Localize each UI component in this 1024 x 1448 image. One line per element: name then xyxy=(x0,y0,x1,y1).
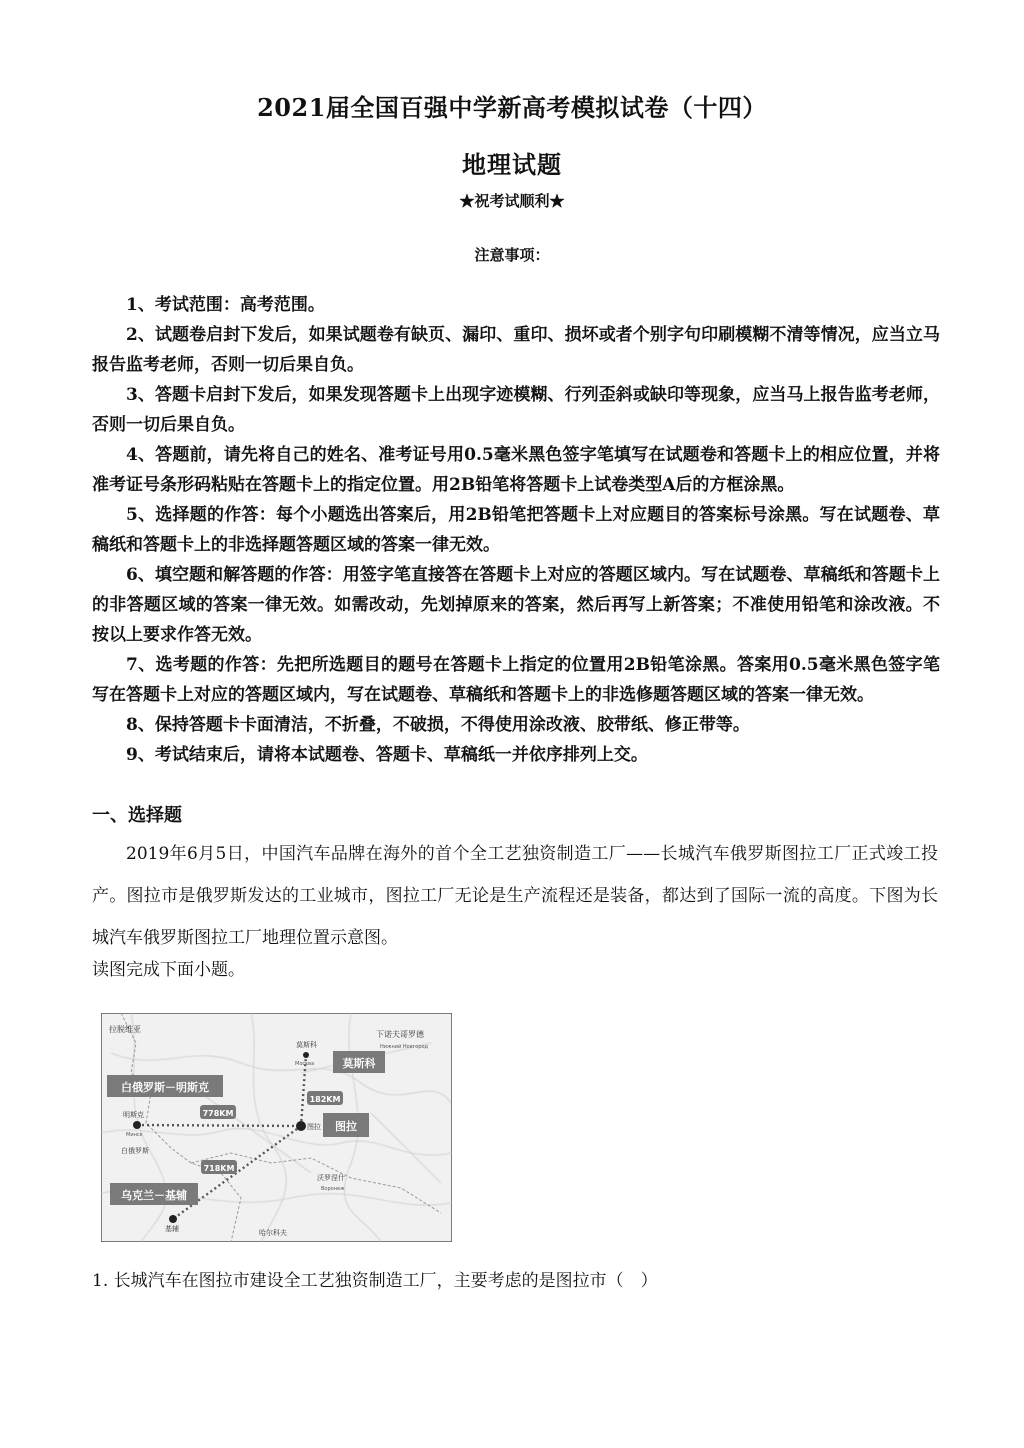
box-moscow-label: 莫斯科 xyxy=(342,1057,376,1070)
box-tula-label: 图拉 xyxy=(335,1120,357,1133)
label-moscow-small: 莫斯科 xyxy=(296,1041,317,1049)
notice-heading: 注意事项： xyxy=(474,246,550,264)
dist-kiev: 718KM xyxy=(203,1164,235,1173)
kiev-point xyxy=(169,1215,177,1223)
notice-item: 1、考试范围：高考范围。 xyxy=(126,295,325,315)
label-kiev: 基辅 xyxy=(165,1225,179,1233)
notice-item: 6、填空题和解答题的作答：用签字笔直接答在答题卡上对应的答题区域内。写在试题卷、草稿纸和答题卡上的非答题区域的答案一律无效。如需改动，先划掉原来的答案，然后再写上新答案；不准使用铅笔和涂改液。不按以上要求作答无效。 xyxy=(92,565,940,645)
notice-item: 9、考试结束后，请将本试题卷、答题卡、草稿纸一并依序排列上交。 xyxy=(126,745,648,765)
label-latvia: 拉脱维亚 xyxy=(109,1025,141,1034)
intro-paragraph xyxy=(92,833,938,959)
intro-text: 2019年6月5日，中国汽车品牌在海外的首个全工艺独资制造工厂——长城汽车俄罗斯图拉工厂正式竣工投产。图拉市是俄罗斯发达的工业城市，图拉工厂无论是生产流程还是装备，都达到了国际一流的高度。下图为长城汽车俄罗斯图拉工厂地理位置示意图。 xyxy=(92,844,938,948)
label-tula: 图拉 xyxy=(307,1123,321,1131)
label-novgorod: 下诺夫哥罗德 xyxy=(376,1030,424,1039)
label-moscow-ru: Москва xyxy=(295,1061,315,1067)
notice-item: 3、答题卡启封下发后，如果发现答题卡上出现字迹模糊、行列歪斜或缺印等现象，应当马上报告监考老师，否则一切后果自负。 xyxy=(92,385,940,435)
location-map xyxy=(101,1013,452,1242)
label-kharkiv: 哈尔科夫 xyxy=(259,1229,287,1237)
read-prompt: 读图完成下面小题。 xyxy=(92,960,245,980)
label-minsk-ru: Минск xyxy=(126,1132,143,1138)
label-novgorod-ru: Нижний Новгород xyxy=(380,1044,429,1050)
tula-point xyxy=(296,1121,306,1131)
section-title: 一、选择题 xyxy=(92,805,182,826)
moscow-point xyxy=(303,1052,309,1058)
notice-item: 7、选考题的作答：先把所选题目的题号在答题卡上指定的位置用2B铅笔涂黑。答案用0.5毫米黑色签字笔写在答题卡上对应的答题区域内，写在试题卷、草稿纸和答题卡上的非选修题答题区域的答案一律无效。 xyxy=(92,655,940,705)
minsk-point xyxy=(133,1121,141,1129)
label-minsk: 明斯克 xyxy=(123,1111,144,1119)
label-voronezh-ru: Воронеж xyxy=(321,1186,345,1192)
dist-minsk: 778KM xyxy=(202,1109,234,1118)
box-kiev-label: 乌克兰－基辅 xyxy=(121,1189,187,1202)
notice-list xyxy=(92,290,940,770)
notice-item: 5、选择题的作答：每个小题选出答案后，用2B铅笔把答题卡上对应题目的答案标号涂黑。写在试题卷、草稿纸和答题卡上的非选择题答题区域的答案一律无效。 xyxy=(92,505,940,555)
label-voronezh: 沃罗涅什 xyxy=(317,1174,345,1182)
label-belarus: 白俄罗斯 xyxy=(121,1147,149,1155)
notice-item: 4、答题前，请先将自己的姓名、准考证号用0.5毫米黑色签字笔填写在试题卷和答题卡上的相应位置，并将准考证号条形码粘贴在答题卡上的指定位置。用2B铅笔将答题卡上试卷类型A后的方框涂黑。 xyxy=(92,445,940,495)
dist-moscow: 182KM xyxy=(309,1095,341,1104)
notice-item: 8、保持答题卡卡面清洁，不折叠，不破损，不得使用涂改液、胶带纸、修正带等。 xyxy=(126,715,750,735)
box-minsk-label: 白俄罗斯－明斯克 xyxy=(121,1081,209,1094)
notice-item: 2、试题卷启封下发后，如果试题卷有缺页、漏印、重印、损坏或者个别字句印刷模糊不清等情况，应当立马报告监考老师，否则一切后果自负。 xyxy=(92,325,940,375)
exam-title: 2021届全国百强中学新高考模拟试卷（十四） xyxy=(257,93,767,122)
question-1: 1. 长城汽车在图拉市建设全工艺独资制造工厂，主要考虑的是图拉市（ ） xyxy=(92,1271,658,1291)
blessing-line: ★祝考试顺利★ xyxy=(459,192,565,210)
subject-title: 地理试题 xyxy=(462,150,562,179)
